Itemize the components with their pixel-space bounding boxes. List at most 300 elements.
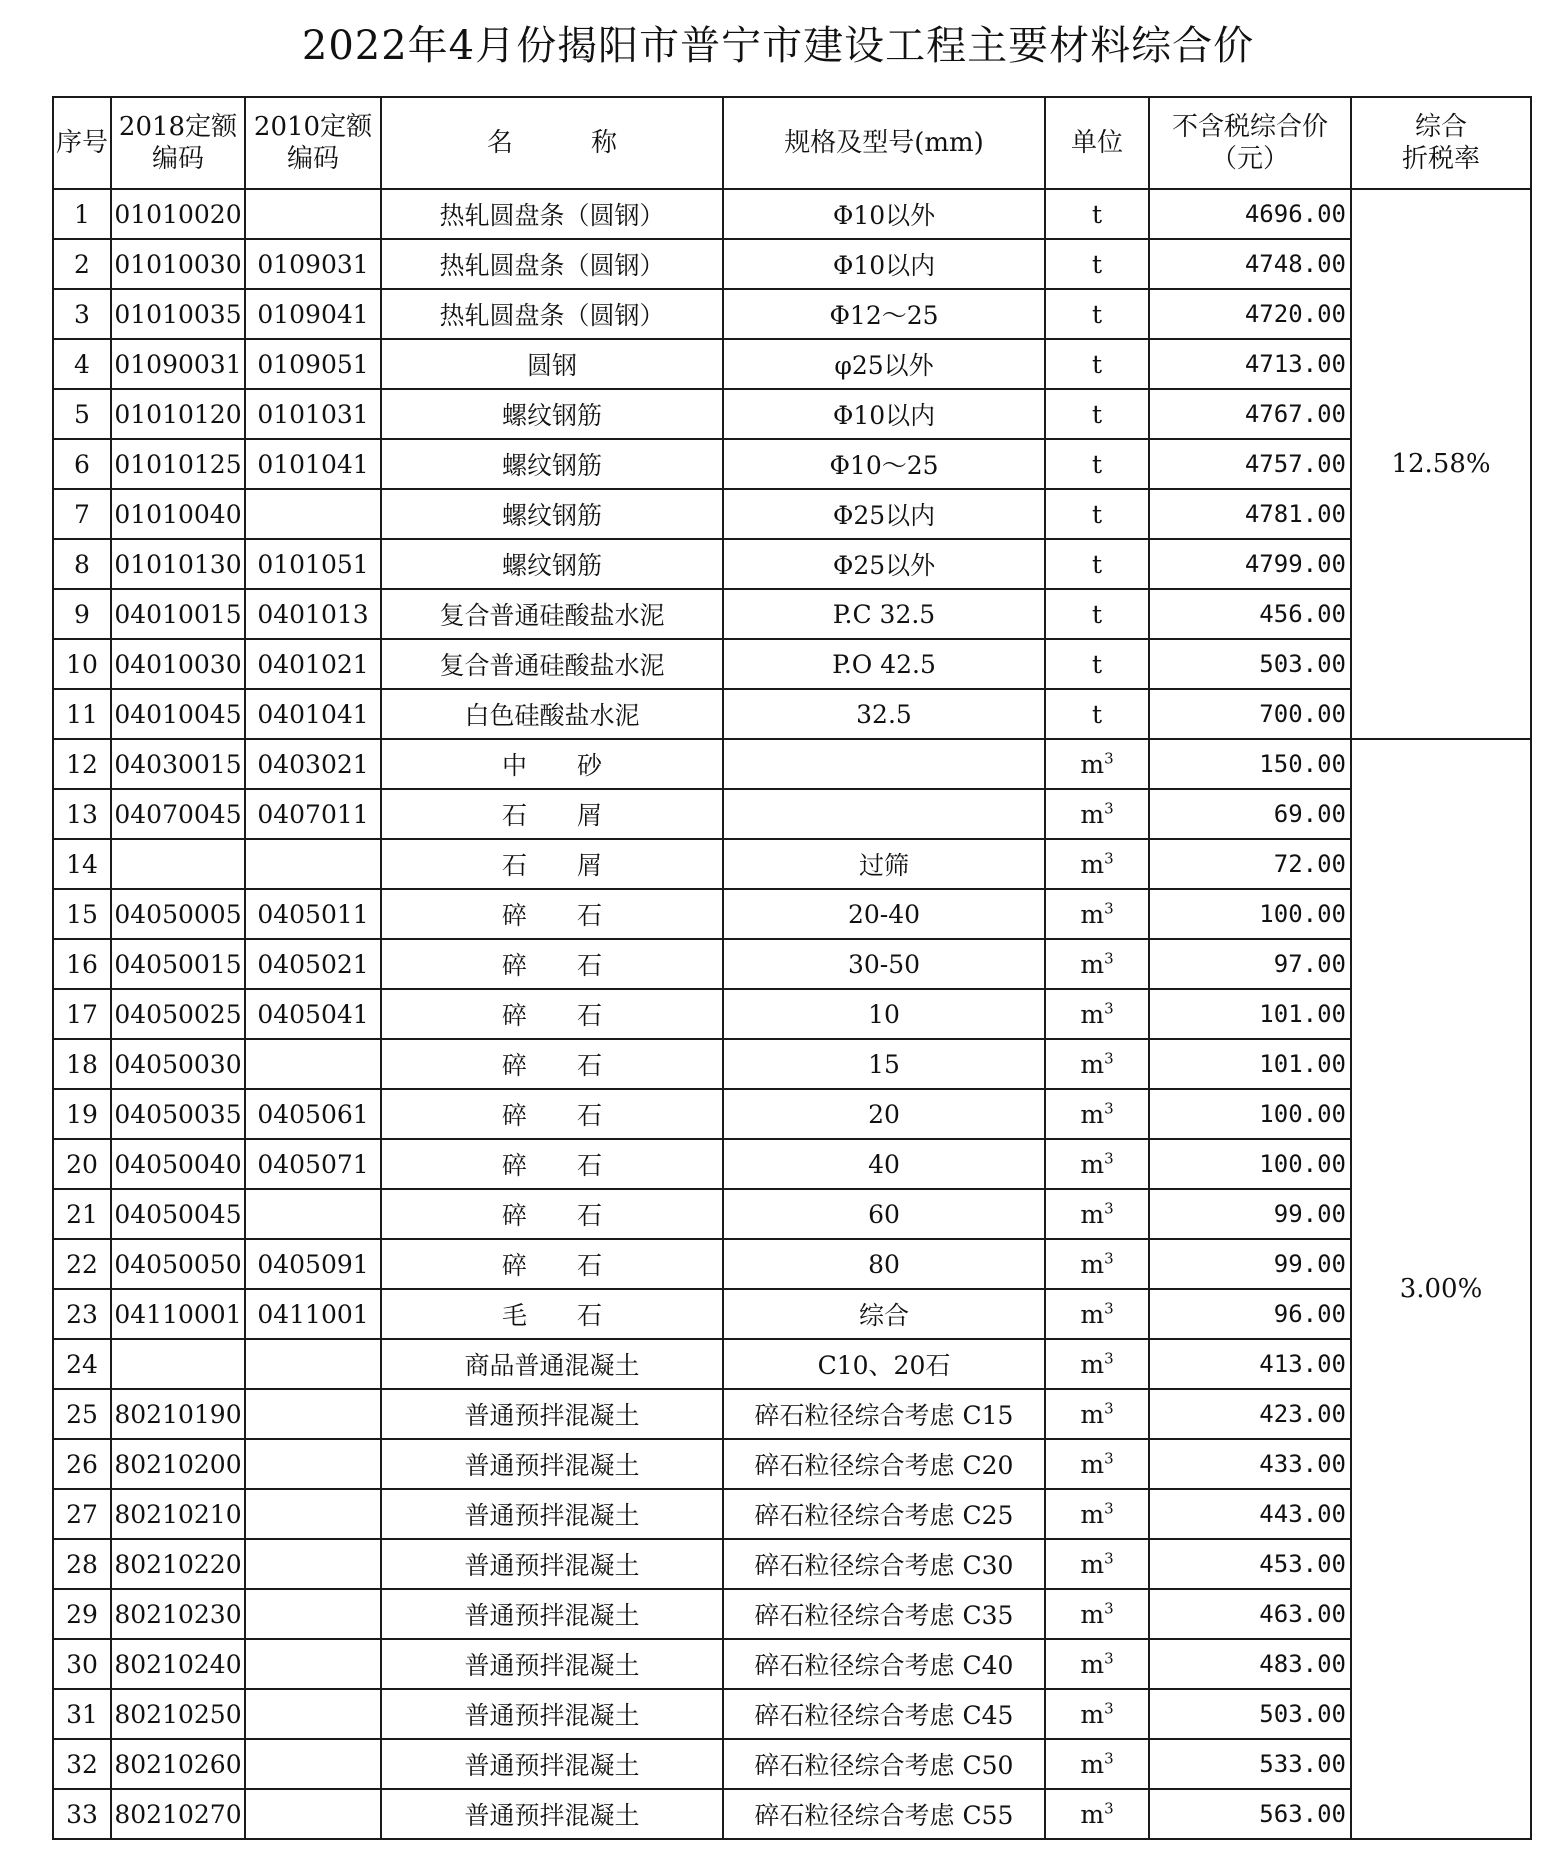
- cell-unit: [1045, 389, 1149, 439]
- table-row: [53, 839, 1531, 889]
- cell-price: 99.00: [1149, 1239, 1351, 1289]
- cell-no: 27: [53, 1489, 111, 1539]
- cell-no: 18: [53, 1039, 111, 1089]
- header-rate-line2: 折税率: [1401, 144, 1480, 174]
- cell-spec: 10: [723, 989, 1045, 1039]
- cell-spec: 30-50: [723, 939, 1045, 989]
- table-row: [53, 489, 1531, 539]
- cell-code2010: 0405091: [245, 1239, 381, 1289]
- cell-code2018: 80210270: [111, 1789, 245, 1839]
- cell-code2010: [245, 1589, 381, 1639]
- cell-code2018: 01090031: [111, 339, 245, 389]
- cell-no: 26: [53, 1439, 111, 1489]
- cell-unit: [1045, 589, 1149, 639]
- cell-unit: [1045, 1439, 1149, 1489]
- cell-spec: 碎石粒径综合考虑 C25: [723, 1489, 1045, 1539]
- unit-text: $m^3$: [1080, 1749, 1114, 1779]
- cell-code2018: 04030015: [111, 739, 245, 789]
- table-row: [53, 1789, 1531, 1839]
- cell-no: 7: [53, 489, 111, 539]
- cell-name: 中 砂: [381, 739, 723, 789]
- cell-price: 453.00: [1149, 1539, 1351, 1589]
- cell-code2018: 04050050: [111, 1239, 245, 1289]
- cell-code2010: 0405061: [245, 1089, 381, 1139]
- cell-code2018: 04110001: [111, 1289, 245, 1339]
- cell-code2018: 80210210: [111, 1489, 245, 1539]
- table-row: [53, 1539, 1531, 1589]
- cell-no: 33: [53, 1789, 111, 1839]
- cell-spec: 碎石粒径综合考虑 C15: [723, 1389, 1045, 1439]
- cell-unit: [1045, 889, 1149, 939]
- cell-code2010: 0405071: [245, 1139, 381, 1189]
- cell-price: 503.00: [1149, 639, 1351, 689]
- cell-no: 2: [53, 239, 111, 289]
- cell-no: 6: [53, 439, 111, 489]
- cell-price: 150.00: [1149, 739, 1351, 789]
- cell-no: 3: [53, 289, 111, 339]
- cell-unit: [1045, 1689, 1149, 1739]
- cell-price: 443.00: [1149, 1489, 1351, 1539]
- header-code2010-line1: 2010定额: [253, 112, 373, 142]
- table-row: [53, 739, 1531, 789]
- cell-name: 普通预拌混凝土: [381, 1739, 723, 1789]
- cell-price: 423.00: [1149, 1389, 1351, 1439]
- tax-rate-cell: 3.00%: [1351, 739, 1531, 1839]
- cell-price: 503.00: [1149, 1689, 1351, 1739]
- cell-unit: [1045, 1739, 1149, 1789]
- cell-spec: 碎石粒径综合考虑 C40: [723, 1639, 1045, 1689]
- cell-no: 1: [53, 189, 111, 239]
- cell-spec: 40: [723, 1139, 1045, 1189]
- cell-code2018: 04050035: [111, 1089, 245, 1139]
- cell-spec: φ25以外: [723, 339, 1045, 389]
- cell-price: 100.00: [1149, 1139, 1351, 1189]
- cell-spec: P.C 32.5: [723, 589, 1045, 639]
- cell-price: 4696.00: [1149, 189, 1351, 239]
- cell-name: 普通预拌混凝土: [381, 1539, 723, 1589]
- cell-name: 碎 石: [381, 889, 723, 939]
- cell-name: 热轧圆盘条（圆钢）: [381, 189, 723, 239]
- table-row: [53, 989, 1531, 1039]
- cell-code2010: [245, 1689, 381, 1739]
- cell-spec: 20-40: [723, 889, 1045, 939]
- cell-name: 毛 石: [381, 1289, 723, 1339]
- cell-code2010: [245, 189, 381, 239]
- cell-unit: [1045, 1639, 1149, 1689]
- header-price-line1: 不含税综合价: [1171, 112, 1328, 142]
- unit-text: t: [1091, 299, 1103, 329]
- cell-code2010: [245, 1639, 381, 1689]
- cell-name: 热轧圆盘条（圆钢）: [381, 239, 723, 289]
- cell-code2018: 01010035: [111, 289, 245, 339]
- unit-text: t: [1091, 549, 1103, 579]
- header-code2018: [111, 97, 245, 189]
- cell-spec: P.O 42.5: [723, 639, 1045, 689]
- cell-price: 533.00: [1149, 1739, 1351, 1789]
- cell-no: 15: [53, 889, 111, 939]
- cell-price: 4713.00: [1149, 339, 1351, 389]
- cell-name: 复合普通硅酸盐水泥: [381, 639, 723, 689]
- header-code2010: [245, 97, 381, 189]
- cell-name: 碎 石: [381, 989, 723, 1039]
- cell-price: 99.00: [1149, 1189, 1351, 1239]
- cell-price: 413.00: [1149, 1339, 1351, 1389]
- unit-text: $m^3$: [1080, 1049, 1114, 1079]
- cell-code2010: 0109031: [245, 239, 381, 289]
- cell-no: 28: [53, 1539, 111, 1589]
- cell-code2018: 80210190: [111, 1389, 245, 1439]
- header-rate-line1: 综合: [1414, 112, 1467, 142]
- header-price-line2: （元）: [1210, 144, 1289, 174]
- cell-name: 普通预拌混凝土: [381, 1489, 723, 1539]
- cell-code2010: [245, 1189, 381, 1239]
- table-row: [53, 189, 1531, 239]
- unit-text: t: [1091, 499, 1103, 529]
- cell-code2018: 04050045: [111, 1189, 245, 1239]
- cell-name: 螺纹钢筋: [381, 539, 723, 589]
- table-row: [53, 1489, 1531, 1539]
- cell-spec: Φ10以内: [723, 389, 1045, 439]
- cell-code2018: 01010040: [111, 489, 245, 539]
- cell-no: 12: [53, 739, 111, 789]
- tax-rate-cell: 12.58%: [1351, 189, 1531, 739]
- page-title: 2022年4月份揭阳市普宁市建设工程主要材料综合价: [301, 23, 1255, 69]
- cell-spec: 碎石粒径综合考虑 C50: [723, 1739, 1045, 1789]
- unit-text: t: [1091, 449, 1103, 479]
- cell-code2010: 0403021: [245, 739, 381, 789]
- cell-no: 8: [53, 539, 111, 589]
- table-row: [53, 539, 1531, 589]
- cell-code2010: 0405021: [245, 939, 381, 989]
- cell-name: 白色硅酸盐水泥: [381, 689, 723, 739]
- cell-code2018: 04070045: [111, 789, 245, 839]
- table-row: [53, 1689, 1531, 1739]
- cell-code2018: 01010120: [111, 389, 245, 439]
- table-row: [53, 1439, 1531, 1489]
- cell-no: 11: [53, 689, 111, 739]
- cell-spec: Φ25以内: [723, 489, 1045, 539]
- cell-code2018: 01010030: [111, 239, 245, 289]
- cell-unit: [1045, 689, 1149, 739]
- cell-name: 螺纹钢筋: [381, 439, 723, 489]
- cell-unit: [1045, 1339, 1149, 1389]
- cell-code2010: [245, 1539, 381, 1589]
- cell-code2010: 0109051: [245, 339, 381, 389]
- table-row: [53, 1039, 1531, 1089]
- cell-no: 22: [53, 1239, 111, 1289]
- cell-price: 4757.00: [1149, 439, 1351, 489]
- table-body: [53, 189, 1531, 1839]
- cell-price: 100.00: [1149, 1089, 1351, 1139]
- header-name: 名 称: [381, 97, 723, 189]
- table-row: [53, 1239, 1531, 1289]
- cell-price: 72.00: [1149, 839, 1351, 889]
- cell-code2018: 01010125: [111, 439, 245, 489]
- unit-text: $m^3$: [1080, 1149, 1114, 1179]
- cell-no: 16: [53, 939, 111, 989]
- cell-unit: [1045, 1389, 1149, 1439]
- cell-name: 螺纹钢筋: [381, 389, 723, 439]
- cell-unit: [1045, 1189, 1149, 1239]
- cell-name: 碎 石: [381, 1089, 723, 1139]
- cell-spec: 碎石粒径综合考虑 C45: [723, 1689, 1045, 1739]
- table-row: [53, 1589, 1531, 1639]
- cell-unit: [1045, 439, 1149, 489]
- cell-price: 483.00: [1149, 1639, 1351, 1689]
- cell-code2010: 0401013: [245, 589, 381, 639]
- cell-price: 4781.00: [1149, 489, 1351, 539]
- header-unit: 单位: [1045, 97, 1149, 189]
- unit-text: $m^3$: [1080, 1399, 1114, 1429]
- cell-spec: 32.5: [723, 689, 1045, 739]
- cell-code2018: 04050005: [111, 889, 245, 939]
- cell-no: 19: [53, 1089, 111, 1139]
- cell-unit: [1045, 739, 1149, 789]
- header-price: [1149, 97, 1351, 189]
- cell-no: 25: [53, 1389, 111, 1439]
- cell-price: 456.00: [1149, 589, 1351, 639]
- cell-code2018: 04010045: [111, 689, 245, 739]
- cell-code2010: 0411001: [245, 1289, 381, 1339]
- cell-price: 4799.00: [1149, 539, 1351, 589]
- unit-text: $m^3$: [1080, 949, 1114, 979]
- cell-no: 5: [53, 389, 111, 439]
- table-row: [53, 289, 1531, 339]
- cell-spec: Φ10以内: [723, 239, 1045, 289]
- price-table: [52, 96, 1532, 1840]
- cell-no: 24: [53, 1339, 111, 1389]
- cell-name: 碎 石: [381, 939, 723, 989]
- header-spec: 规格及型号(mm): [723, 97, 1045, 189]
- cell-code2018: 80210230: [111, 1589, 245, 1639]
- cell-price: 100.00: [1149, 889, 1351, 939]
- cell-price: 4748.00: [1149, 239, 1351, 289]
- table-row: [53, 1739, 1531, 1789]
- cell-price: 463.00: [1149, 1589, 1351, 1639]
- table-row: [53, 1089, 1531, 1139]
- cell-code2010: 0101051: [245, 539, 381, 589]
- cell-name: 螺纹钢筋: [381, 489, 723, 539]
- cell-code2010: [245, 1439, 381, 1489]
- cell-code2010: [245, 1489, 381, 1539]
- unit-text: $m^3$: [1080, 1249, 1114, 1279]
- cell-code2010: [245, 1339, 381, 1389]
- cell-name: 复合普通硅酸盐水泥: [381, 589, 723, 639]
- cell-code2010: 0405041: [245, 989, 381, 1039]
- cell-unit: [1045, 639, 1149, 689]
- cell-no: 10: [53, 639, 111, 689]
- cell-spec: 综合: [723, 1289, 1045, 1339]
- cell-name: 石 屑: [381, 789, 723, 839]
- cell-name: 碎 石: [381, 1189, 723, 1239]
- cell-name: 普通预拌混凝土: [381, 1439, 723, 1489]
- table-row: [53, 1639, 1531, 1689]
- table-row: [53, 1139, 1531, 1189]
- cell-name: 碎 石: [381, 1139, 723, 1189]
- cell-code2018: 04010030: [111, 639, 245, 689]
- cell-code2018: 01010130: [111, 539, 245, 589]
- cell-code2010: 0405011: [245, 889, 381, 939]
- cell-unit: [1045, 939, 1149, 989]
- unit-text: t: [1091, 349, 1103, 379]
- table-row: [53, 1289, 1531, 1339]
- cell-spec: Φ12～25: [723, 289, 1045, 339]
- cell-spec: Φ10～25: [723, 439, 1045, 489]
- header-code2018-line2: 编码: [151, 144, 204, 174]
- cell-unit: [1045, 1139, 1149, 1189]
- unit-text: t: [1091, 599, 1103, 629]
- cell-name: 普通预拌混凝土: [381, 1389, 723, 1439]
- unit-text: $m^3$: [1080, 1449, 1114, 1479]
- table-row: [53, 439, 1531, 489]
- unit-text: $m^3$: [1080, 1099, 1114, 1129]
- cell-code2018: 04050030: [111, 1039, 245, 1089]
- unit-text: t: [1091, 399, 1103, 429]
- cell-unit: [1045, 1039, 1149, 1089]
- cell-price: 69.00: [1149, 789, 1351, 839]
- unit-text: t: [1091, 649, 1103, 679]
- table-row: [53, 389, 1531, 439]
- cell-spec: [723, 789, 1045, 839]
- cell-name: 普通预拌混凝土: [381, 1789, 723, 1839]
- cell-unit: [1045, 1289, 1149, 1339]
- cell-code2010: 0101031: [245, 389, 381, 439]
- table-row: [53, 889, 1531, 939]
- cell-no: 31: [53, 1689, 111, 1739]
- cell-code2010: [245, 1789, 381, 1839]
- cell-no: 17: [53, 989, 111, 1039]
- cell-no: 29: [53, 1589, 111, 1639]
- cell-spec: 碎石粒径综合考虑 C20: [723, 1439, 1045, 1489]
- cell-name: 普通预拌混凝土: [381, 1639, 723, 1689]
- unit-text: $m^3$: [1080, 1599, 1114, 1629]
- cell-code2018: 04050015: [111, 939, 245, 989]
- cell-code2018: 80210250: [111, 1689, 245, 1739]
- unit-text: $m^3$: [1080, 1799, 1114, 1829]
- cell-unit: [1045, 1539, 1149, 1589]
- cell-code2010: 0109041: [245, 289, 381, 339]
- cell-code2010: 0401021: [245, 639, 381, 689]
- cell-spec: 80: [723, 1239, 1045, 1289]
- cell-code2018: 04050040: [111, 1139, 245, 1189]
- cell-name: 碎 石: [381, 1039, 723, 1089]
- table-row: [53, 939, 1531, 989]
- unit-text: $m^3$: [1080, 999, 1114, 1029]
- unit-text: $m^3$: [1080, 899, 1114, 929]
- cell-unit: [1045, 839, 1149, 889]
- cell-code2010: [245, 489, 381, 539]
- cell-code2018: 80210240: [111, 1639, 245, 1689]
- cell-spec: C10、20石: [723, 1339, 1045, 1389]
- cell-unit: [1045, 189, 1149, 239]
- cell-unit: [1045, 1239, 1149, 1289]
- cell-name: 石 屑: [381, 839, 723, 889]
- cell-spec: Φ25以外: [723, 539, 1045, 589]
- unit-text: $m^3$: [1080, 749, 1114, 779]
- cell-unit: [1045, 1589, 1149, 1639]
- cell-spec: 20: [723, 1089, 1045, 1139]
- unit-text: $m^3$: [1080, 1649, 1114, 1679]
- cell-unit: [1045, 539, 1149, 589]
- cell-unit: [1045, 1489, 1149, 1539]
- cell-no: 14: [53, 839, 111, 889]
- cell-price: 433.00: [1149, 1439, 1351, 1489]
- unit-text: t: [1091, 249, 1103, 279]
- cell-name: 碎 石: [381, 1239, 723, 1289]
- unit-text: $m^3$: [1080, 1549, 1114, 1579]
- cell-code2018: [111, 1339, 245, 1389]
- cell-no: 21: [53, 1189, 111, 1239]
- cell-unit: [1045, 1789, 1149, 1839]
- cell-spec: 过筛: [723, 839, 1045, 889]
- cell-spec: [723, 739, 1045, 789]
- cell-code2018: 80210200: [111, 1439, 245, 1489]
- unit-text: t: [1091, 699, 1103, 729]
- cell-unit: [1045, 489, 1149, 539]
- header-rate: [1351, 97, 1531, 189]
- unit-text: $m^3$: [1080, 1199, 1114, 1229]
- table-row: [53, 1389, 1531, 1439]
- header-code2018-line1: 2018定额: [118, 112, 238, 142]
- cell-price: 96.00: [1149, 1289, 1351, 1339]
- unit-text: $m^3$: [1080, 1499, 1114, 1529]
- cell-no: 32: [53, 1739, 111, 1789]
- table-row: [53, 239, 1531, 289]
- cell-price: 563.00: [1149, 1789, 1351, 1839]
- cell-code2018: 80210260: [111, 1739, 245, 1789]
- unit-text: $m^3$: [1080, 849, 1114, 879]
- cell-code2010: 0407011: [245, 789, 381, 839]
- cell-spec: Φ10以外: [723, 189, 1045, 239]
- table-row: [53, 689, 1531, 739]
- cell-code2010: [245, 839, 381, 889]
- table-row: [53, 1189, 1531, 1239]
- cell-unit: [1045, 289, 1149, 339]
- header-seq: 序号: [53, 97, 111, 189]
- cell-spec: 15: [723, 1039, 1045, 1089]
- cell-spec: 碎石粒径综合考虑 C35: [723, 1589, 1045, 1639]
- cell-unit: [1045, 339, 1149, 389]
- cell-code2010: [245, 1739, 381, 1789]
- cell-price: 101.00: [1149, 1039, 1351, 1089]
- cell-no: 23: [53, 1289, 111, 1339]
- unit-text: $m^3$: [1080, 799, 1114, 829]
- unit-text: $m^3$: [1080, 1349, 1114, 1379]
- header-code2010-line2: 编码: [286, 144, 339, 174]
- cell-no: 9: [53, 589, 111, 639]
- cell-unit: [1045, 1089, 1149, 1139]
- cell-price: 4767.00: [1149, 389, 1351, 439]
- cell-code2018: 80210220: [111, 1539, 245, 1589]
- cell-name: 商品普通混凝土: [381, 1339, 723, 1389]
- header-row: [53, 97, 1531, 189]
- cell-code2010: 0101041: [245, 439, 381, 489]
- cell-price: 97.00: [1149, 939, 1351, 989]
- unit-text: t: [1091, 199, 1103, 229]
- cell-price: 101.00: [1149, 989, 1351, 1039]
- table-row: [53, 1339, 1531, 1389]
- cell-unit: [1045, 239, 1149, 289]
- cell-code2018: 04050025: [111, 989, 245, 1039]
- cell-code2010: [245, 1039, 381, 1089]
- cell-spec: 60: [723, 1189, 1045, 1239]
- cell-name: 热轧圆盘条（圆钢）: [381, 289, 723, 339]
- cell-no: 4: [53, 339, 111, 389]
- cell-code2010: 0401041: [245, 689, 381, 739]
- table-row: [53, 639, 1531, 689]
- cell-name: 圆钢: [381, 339, 723, 389]
- table-row: [53, 339, 1531, 389]
